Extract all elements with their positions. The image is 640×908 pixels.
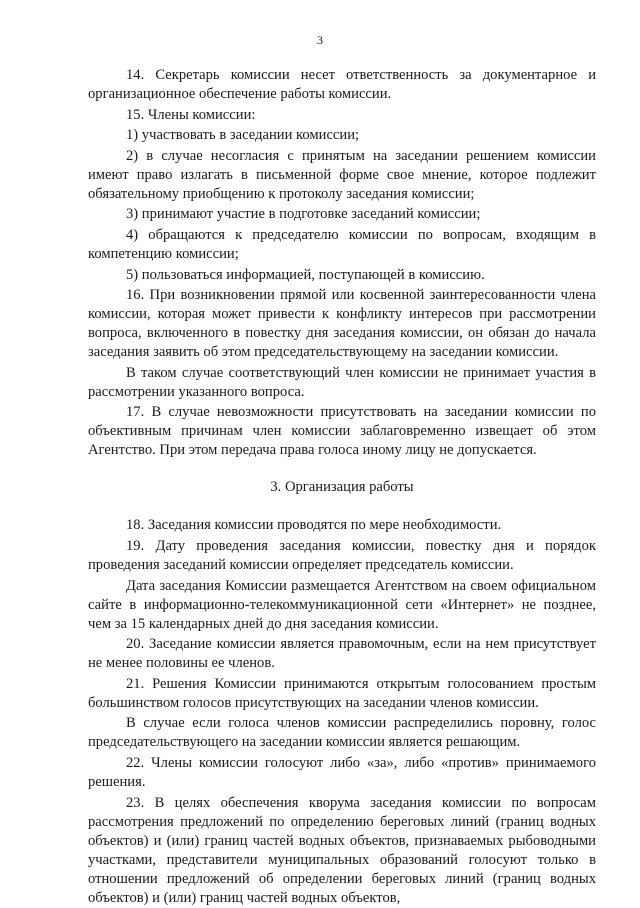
paragraph-15-item-1: 1) участвовать в заседании комиссии;: [126, 127, 360, 144]
paragraph-15-item-3: 3) принимают участие в подготовке заседаний комиссии;: [126, 206, 481, 223]
paragraph-21: 21. Решения Комиссии принимаются открытым голосованием простым большинством голосов присутствующих на заседании членов комиссии.: [88, 675, 596, 711]
section-heading: 3. Организация работы: [270, 479, 414, 496]
paragraph-21-continuation: В случае если голоса членов комиссии распределились поровну, голос председательствующего на заседании комиссии является решающим.: [88, 715, 596, 751]
paragraph-14: 14. Секретарь комиссии несет ответственность за документарное и организационное обеспечение работы комиссии.: [88, 67, 596, 102]
document-body: [88, 66, 596, 908]
paragraph-15-item-4: 4) обращаются к председателю комиссии по вопросам, входящим в компетенцию комиссии;: [88, 226, 596, 262]
paragraph-15: 15. Члены комиссии:: [126, 106, 256, 123]
paragraph-19: 19. Дату проведения заседания комиссии, повестку дня и порядок проведения заседаний комиссии определяет председатель комиссии.: [88, 537, 596, 573]
paragraph-16: 16. При возникновении прямой или косвенной заинтересованности члена комиссии, которая может привести к конфликту интересов при рассмотрении вопроса, включенного в повестку дня заседания комиссии, он обязан до начала заседания заявить об этом председательствующему на заседании комиссии.: [88, 287, 596, 361]
paragraph-16-continuation: В таком случае соответствующий член комиссии не принимает участия в рассмотрении указанного вопроса.: [88, 364, 596, 400]
paragraph-19-continuation: Дата заседания Комиссии размещается Агентством на своем официальном сайте в информационно-телекоммуникационной сети «Интернет» не позднее, чем за 15 календарных дней до дня заседания комиссии.: [88, 577, 596, 632]
page-number: 3: [317, 33, 323, 47]
paragraph-15-item-5: 5) пользоваться информацией, поступающей в комиссию.: [126, 266, 485, 283]
paragraph-23: 23. В целях обеспечения кворума заседания комиссии по вопросам рассмотрения предложений по определению береговых линий (границ водных объектов) и (или) границ частей водных объектов, признаваемых рыбоводными участками, представители муниципальных образований голосуют только в отношении предложений об определении береговых линий (границ водных объектов) и (или) границ частей водных объектов,: [88, 794, 596, 906]
paragraph-15-item-2: 2) в случае несогласия с принятым на заседании решением комиссии имеют право излагать в письменной форме свое мнение, которое подлежит обязательному приобщению к протоколу заседания комиссии;: [88, 147, 596, 202]
paragraph-18: 18. Заседания комиссии проводятся по мере необходимости.: [126, 517, 502, 534]
paragraph-22: 22. Члены комиссии голосуют либо «за», либо «против» принимаемого решения.: [88, 754, 596, 790]
paragraph-17: 17. В случае невозможности присутствовать на заседании комиссии по объективным причинам член комиссии заблаговременно извещает об этом Агентство. При этом передача права голоса иному лицу не допускается.: [88, 404, 596, 459]
paragraph-20: 20. Заседание комиссии является правомочным, если на нем присутствует не менее половины ее членов.: [88, 636, 596, 672]
